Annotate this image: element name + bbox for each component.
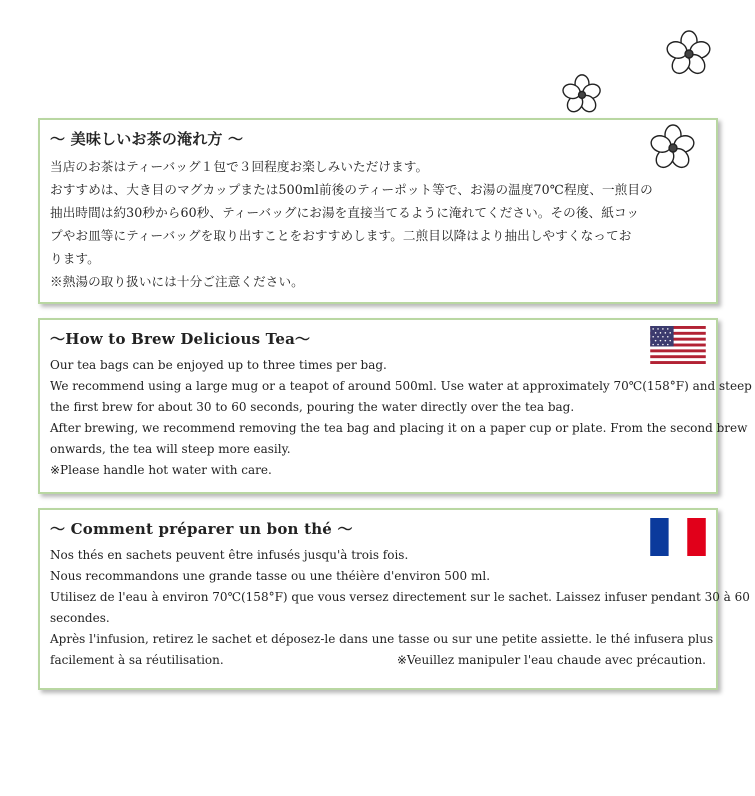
french-last-line [50, 650, 706, 671]
japanese-line: ※熱湯の取り扱いには十分ご注意ください。 [50, 274, 304, 289]
french-line: secondes. [50, 611, 110, 625]
japanese-line: おすすめは、大き目のマグカップまたは500ml前後のティーポット等で、お湯の温度70℃程度、一煎目の [50, 182, 653, 197]
french-line: Après l'infusion, retirez le sachet et déposez-le dans une tasse ou sur une petite assiette. le thé infusera plus [50, 632, 714, 646]
french-line: Utilisez de l'eau à environ 70℃(158°F) que vous versez directement sur le sachet. Laissez infuser pendant 30 à 60 [50, 590, 750, 604]
english-line: After brewing, we recommend removing the tea bag and placing it on a paper cup or plate. From the second brew [50, 421, 748, 435]
france-flag-icon [650, 518, 706, 556]
us-flag-icon [650, 326, 706, 364]
flower-icon [666, 30, 712, 76]
french-line: Nos thés en sachets peuvent être infusés jusqu'à trois fois. [50, 548, 409, 562]
french-instructions-card [38, 508, 750, 690]
english-line: ※Please handle hot water with care. [50, 463, 272, 477]
french-line-right: ※Veuillez manipuler l'eau chaude avec précaution. [396, 653, 706, 667]
flower-icon [650, 124, 696, 170]
japanese-title: 〜 美味しいお茶の淹れ方 〜 [50, 130, 244, 148]
japanese-instructions-card [38, 118, 718, 304]
english-instructions-card [38, 318, 752, 494]
japanese-line: プやお皿等にティーバッグを取り出すことをおすすめします。二煎目以降はより抽出しやすくなってお [50, 228, 632, 243]
french-line: Nous recommandons une grande tasse ou une théière d'environ 500 ml. [50, 569, 491, 583]
french-title: 〜 Comment préparer un bon thé 〜 [50, 520, 353, 538]
english-line: the first brew for about 30 to 60 seconds, pouring the water directly over the tea bag. [50, 400, 575, 414]
english-line: onwards, the tea will steep more easily. [50, 442, 291, 456]
french-line-left: facilement à sa réutilisation. [50, 653, 224, 667]
english-title: 〜How to Brew Delicious Tea〜 [50, 330, 311, 348]
japanese-line: 当店のお茶はティーバッグ１包で３回程度お楽しみいただけます。 [50, 159, 429, 174]
japanese-line: 抽出時間は約30秒から60秒、ティーバッグにお湯を直接当てるように淹れてください。その後、紙コッ [50, 205, 640, 220]
flower-icon [562, 74, 602, 114]
english-line: We recommend using a large mug or a teapot of around 500ml. Use water at approximately 70℃(158°F) and steep [50, 379, 752, 393]
english-line: Our tea bags can be enjoyed up to three times per bag. [50, 358, 387, 372]
japanese-line: ります。 [50, 251, 100, 266]
